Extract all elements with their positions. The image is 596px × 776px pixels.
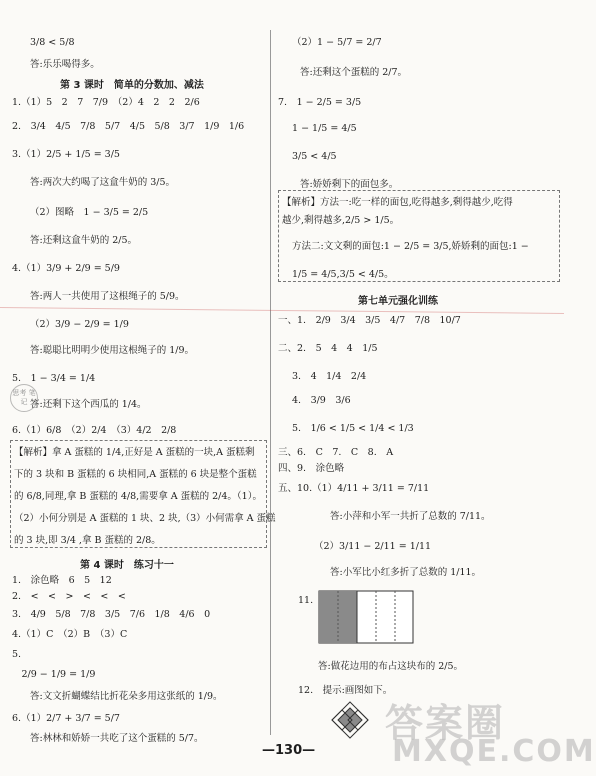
answer-line: 三、6. C 7. C 8. A	[278, 447, 394, 458]
answer-line: 答:还剩这个蛋糕的 2/7。	[300, 67, 408, 78]
answer-line: 二、2. 5 4 4 1/5	[278, 343, 378, 354]
answer-line: 2. < < > < < <	[12, 591, 126, 602]
answer-line: 4.（1）3/9 + 2/9 = 5/9	[12, 263, 120, 274]
answer-line: 五、10.（1）4/11 + 3/11 = 7/11	[278, 483, 430, 494]
answer-line: 5. 1/6 < 1/5 < 1/4 < 1/3	[292, 423, 414, 434]
answer-line: 4. 3/9 3/6	[292, 395, 351, 406]
answer-line: 1 − 1/5 = 4/5	[292, 123, 357, 134]
answer-line: 【解析】方法一:吃一样的面包,吃得越多,剩得越少,吃得	[282, 197, 513, 208]
answer-line: 四、9. 涂色略	[278, 463, 345, 474]
answer-line: 6.（1）6/8 （2）2/4 （3）4/2 2/8	[12, 425, 177, 436]
section-heading: 第 3 课时 简单的分数加、减法	[60, 80, 204, 91]
watermark-title: 答案圈	[385, 701, 506, 745]
answer-line: 答:林林和娇娇一共吃了这个蛋糕的 5/7。	[30, 733, 204, 744]
answer-line: 答:乐乐喝得多。	[30, 59, 100, 70]
answer-line: 的 6/8,同理,拿 B 蛋糕的 4/8,需要拿 A 蛋糕的 2/4。（1）。	[14, 491, 262, 502]
answer-line: 越少,剩得越多,2/5 > 1/5。	[282, 215, 400, 226]
watermark-url: MXQE.COM	[392, 734, 596, 769]
section-heading: 第七单元强化训练	[358, 296, 438, 307]
answer-line: （2）1 − 5/7 = 2/7	[292, 37, 382, 48]
answer-line: 6.（1）2/7 + 3/7 = 5/7	[12, 713, 120, 724]
answer-line: 1.（1）5 2 7 7/9 （2）4 2 2 2/6	[12, 97, 200, 108]
answer-line: 答:聪聪比明明少使用这根绳子的 1/9。	[30, 345, 195, 356]
answer-line: 答:小萍和小军一共折了总数的 7/11。	[330, 511, 491, 522]
answer-line: 答:文文折蝴蝶结比折花朵多用这张纸的 1/9。	[30, 691, 223, 702]
answer-line: 的 3 块,即 3/4 ,拿 B 蛋糕的 2/8。	[14, 535, 161, 546]
answer-line: （2）图略 1 − 3/5 = 2/5	[30, 207, 149, 218]
cloth-strip-figure	[318, 590, 414, 644]
answer-line: 7. 1 − 2/5 = 3/5	[278, 97, 362, 108]
answer-line: 答:还剩下这个西瓜的 1/4。	[30, 399, 147, 410]
answer-line: 3/8 < 5/8	[30, 37, 75, 48]
answer-line: 一、1. 2/9 3/4 3/5 4/7 7/8 10/7	[278, 315, 461, 326]
answer-line: 3. 4/9 5/8 7/8 3/5 7/6 1/8 4/6 0	[12, 609, 211, 620]
answer-line: 2/9 − 1/9 = 1/9	[12, 669, 96, 680]
stamp: 思考 笔记	[10, 384, 38, 412]
answer-line: 3/5 < 4/5	[292, 151, 337, 162]
answer-line: （2）3/9 − 2/9 = 1/9	[30, 319, 129, 330]
answer-line: 答:两人一共使用了这根绳子的 5/9。	[30, 291, 185, 302]
answer-line: 答:还剩这盒牛奶的 2/5。	[30, 235, 138, 246]
answer-line: 答:娇娇剩下的面包多。	[300, 179, 399, 190]
answer-line: 答:小军比小红多折了总数的 1/11。	[330, 567, 482, 578]
answer-line: 3.（1）2/5 + 1/5 = 3/5	[12, 149, 120, 160]
answer-line: 5. 1 − 3/4 = 1/4	[12, 373, 96, 384]
diamond-figure	[318, 700, 382, 740]
section-heading: 第 4 课时 练习十一	[80, 560, 174, 571]
answer-line: 12. 提示:画图如下。	[298, 685, 393, 696]
answer-line: 答:做花边用的布占这块布的 2/5。	[318, 661, 464, 672]
answer-line: 1. 涂色略 6 5 12	[12, 575, 112, 586]
answer-line: 5.	[12, 649, 31, 660]
answer-line: （2）小何分别是 A 蛋糕的 1 块、2 块,（3）小何需拿 A 蛋糕	[14, 513, 276, 524]
column-divider	[270, 30, 271, 735]
answer-line: 4.（1）C （2）B （3）C	[12, 629, 128, 640]
answer-line: 3. 4 1/4 2/4	[292, 371, 367, 382]
answer-line: 1/5 = 4/5,3/5 < 4/5。	[292, 269, 394, 280]
page-number: —130—	[262, 743, 316, 758]
answer-line: 方法二:文文剩的面包:1 − 2/5 = 3/5,娇娇剩的面包:1 −	[292, 241, 529, 252]
scan-line	[0, 307, 564, 314]
answer-line: 11.	[298, 595, 314, 606]
answer-line: 答:两次大约喝了这盒牛奶的 3/5。	[30, 177, 176, 188]
answer-line: 下的 3 块和 B 蛋糕的 6 块相同,A 蛋糕的 6 块是整个蛋糕	[14, 469, 257, 480]
answer-line: 2. 3/4 4/5 7/8 5/7 4/5 5/8 3/7 1/9 1/6	[12, 121, 245, 132]
answer-line: （2）3/11 − 2/11 = 1/11	[314, 541, 432, 552]
answer-line: 【解析】拿 A 蛋糕的 1/4,正好是 A 蛋糕的一块,A 蛋糕剩	[14, 447, 255, 458]
